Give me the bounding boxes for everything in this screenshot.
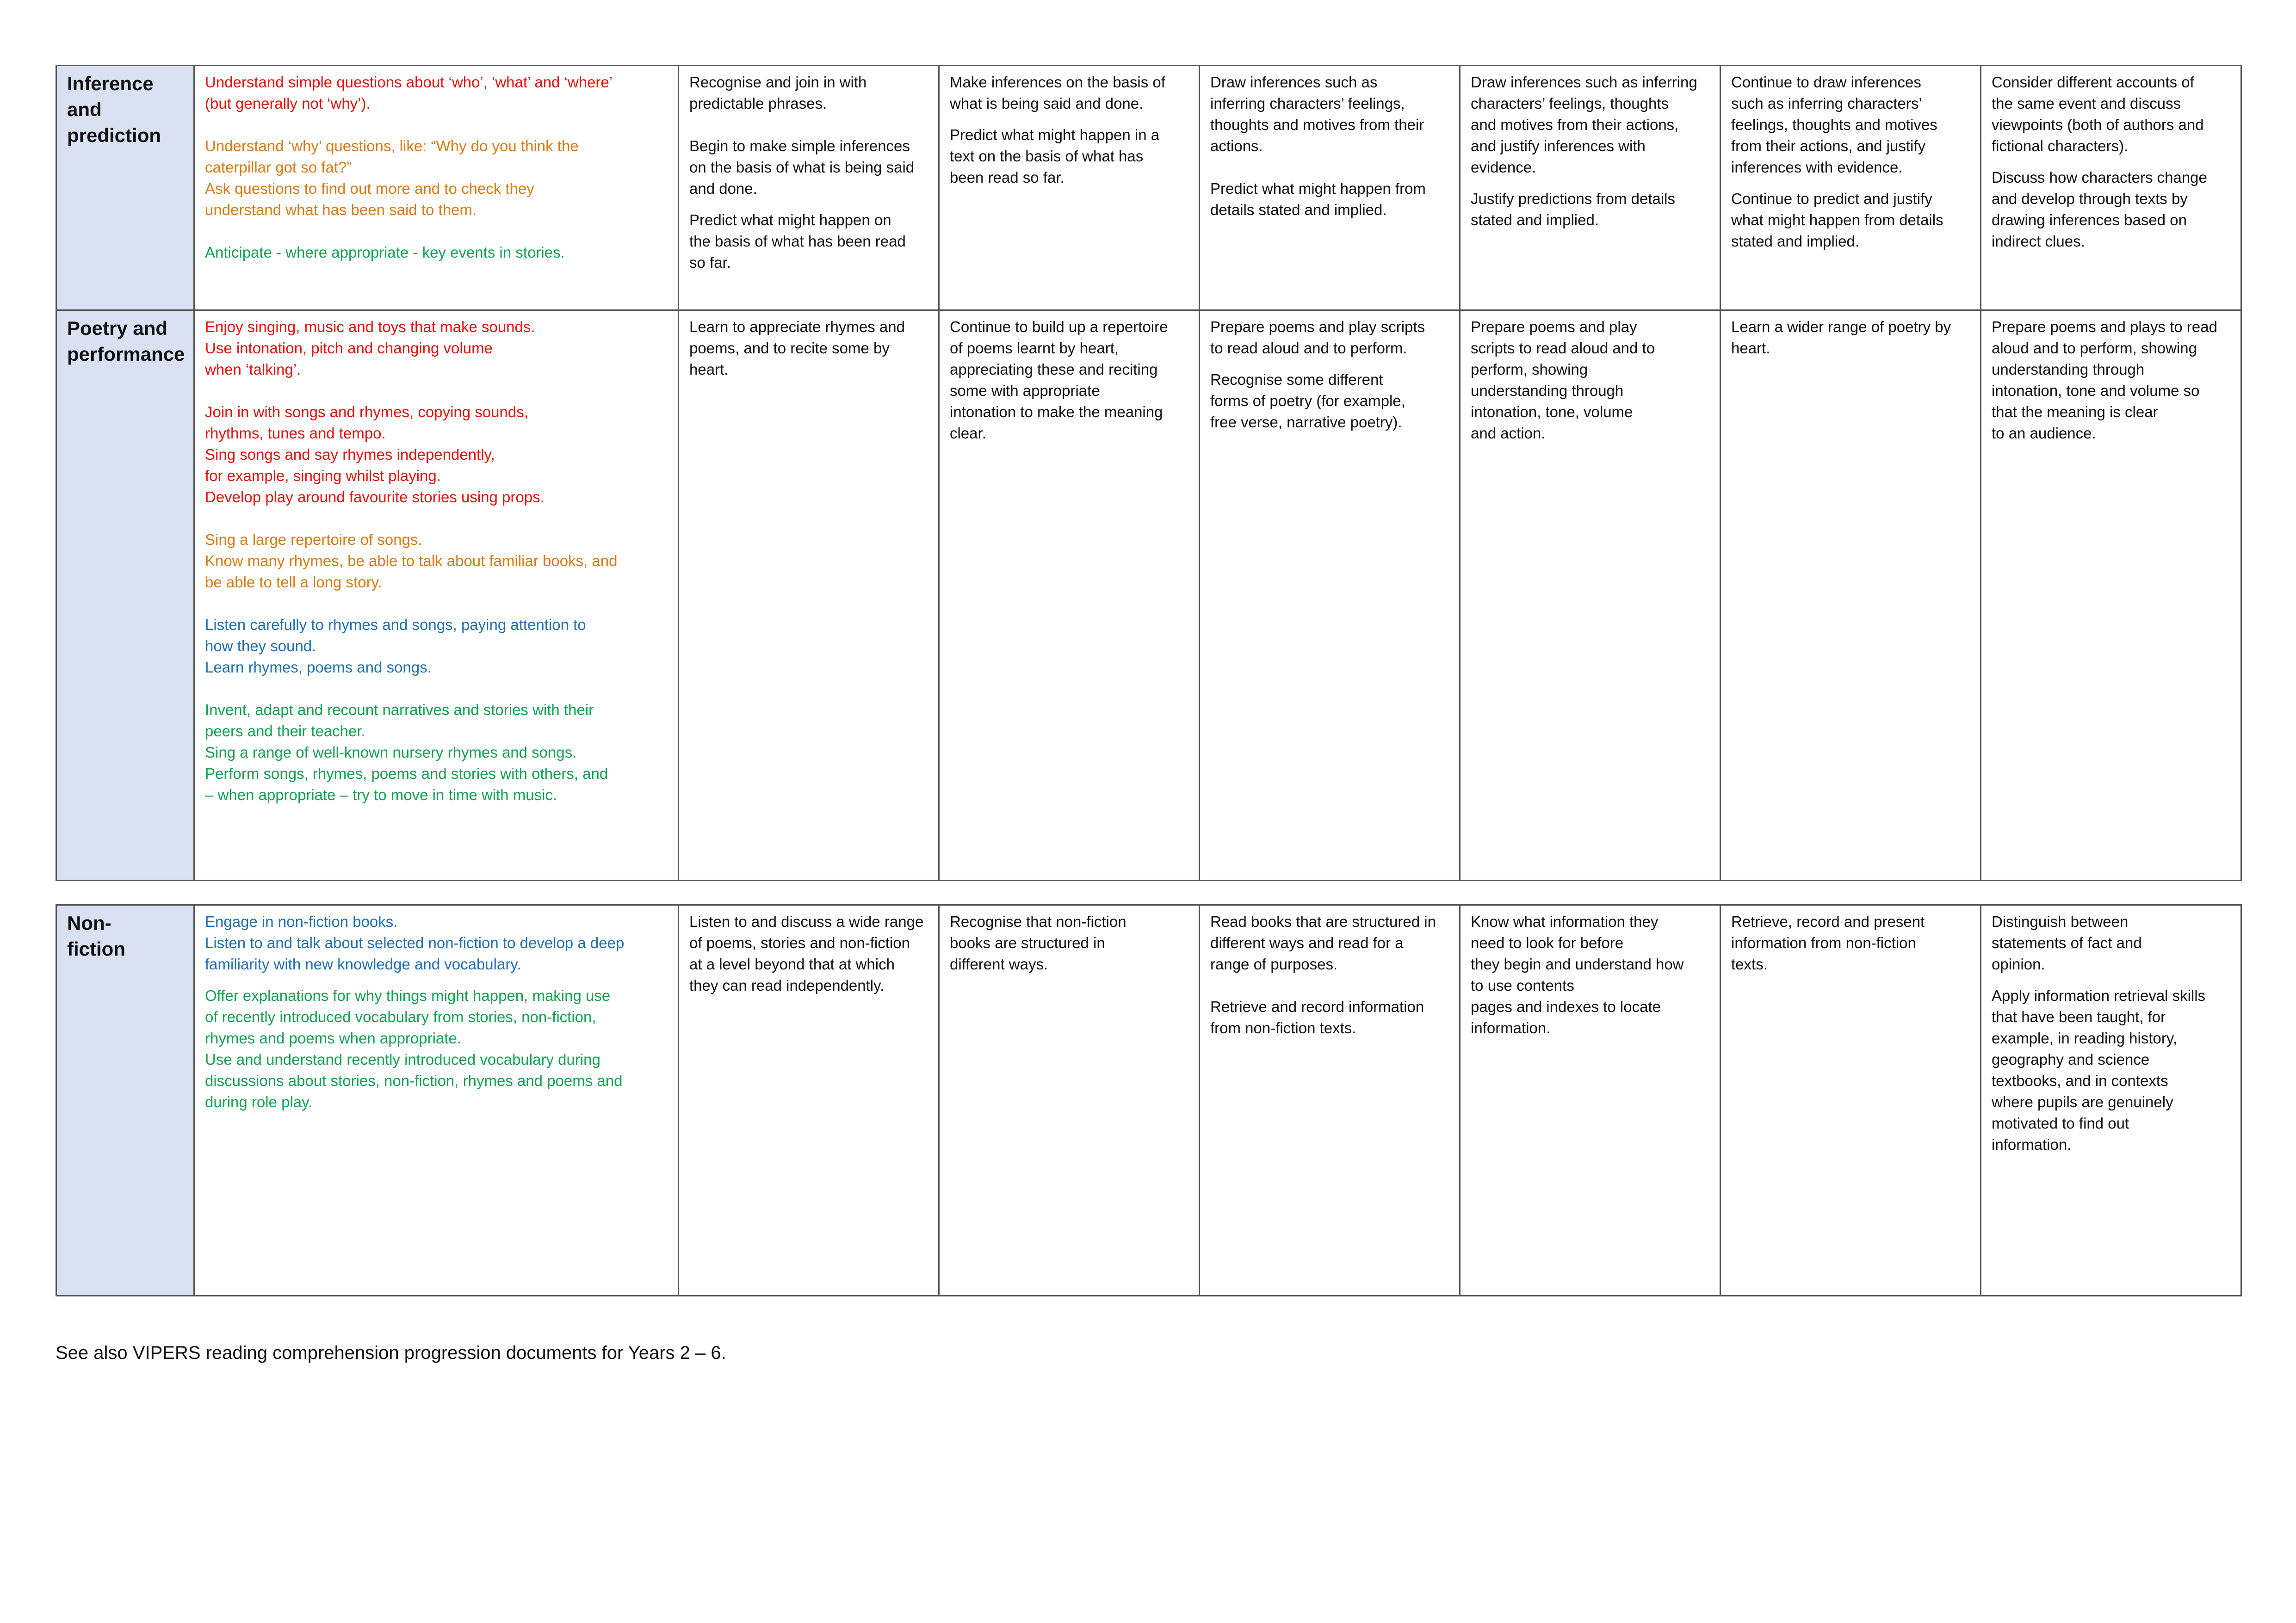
eyfs-cell-poetry	[194, 310, 679, 881]
statement: Predict what might happen in a text on the basis of what has been read so far.	[950, 126, 1160, 186]
row-heading-inference	[56, 66, 194, 310]
year3-cell-poetry	[1200, 310, 1460, 881]
statement: Begin to make simple inferences on the basis of what is being said and done.	[689, 137, 915, 197]
eyfs-statement: Understand simple questions about ‘who’, ‘what’ and ‘where’ (but generally not ‘why’).	[205, 74, 613, 112]
footer-note: See also VIPERS reading comprehension progression documents for Years 2 – 6.	[56, 1343, 726, 1363]
row-heading-nonfiction	[56, 905, 194, 1296]
year2-cell-nonfiction	[939, 905, 1200, 1296]
year2-cell-inference	[939, 66, 1200, 310]
eyfs-statement: Enjoy singing, music and toys that make sounds. Use intonation, pitch and changing volume when ‘talking’.	[205, 318, 535, 378]
statement: Continue to build up a repertoire of poems learnt by heart, appreciating these and reciting some with appropriate intonation to make the meaning clear.	[950, 318, 1168, 442]
year4-cell-poetry	[1460, 310, 1720, 881]
progression-table-top	[56, 65, 2242, 881]
year5-cell-nonfiction	[1720, 905, 1981, 1296]
statement: Recognise some different forms of poetry (for example, free verse, narrative poetry).	[1210, 371, 1405, 431]
eyfs-statement: Join in with songs and rhymes, copying sounds, rhythms, tunes and tempo. Sing songs and say rhymes independently, for example, singing whilst playing. Develop play around favourite stories using props.	[205, 403, 545, 506]
year5-cell-inference	[1720, 66, 1981, 310]
statement: Prepare poems and play scripts to read aloud and to perform.	[1210, 318, 1425, 357]
row-heading-text: Inference and prediction	[67, 73, 161, 146]
statement: Make inferences on the basis of what is being said and done.	[950, 74, 1165, 112]
year3-cell-inference	[1200, 66, 1460, 310]
statement: Retrieve, record and present information from non-fiction texts.	[1731, 913, 1925, 973]
statement: Recognise that non-fiction books are structured in different ways.	[950, 913, 1126, 973]
statement: Recognise and join in with predictable phrases.	[689, 74, 867, 112]
eyfs-cell-inference	[194, 66, 679, 310]
table-row-inference	[56, 66, 2241, 310]
statement: Predict what might happen from details stated and implied.	[1210, 180, 1426, 218]
statement: Continue to predict and justify what might happen from details stated and implied.	[1731, 190, 1943, 250]
statement: Know what information they need to look for before they begin and understand how to use contents pages and indexes to locate information.	[1471, 913, 1684, 1037]
row-heading-poetry	[56, 310, 194, 881]
eyfs-statement: Listen carefully to rhymes and songs, paying attention to how they sound. Learn rhymes, poems and songs.	[205, 616, 586, 676]
statement: Consider different accounts of the same event and discuss viewpoints (both of authors and fictional characters).	[1992, 74, 2204, 154]
year6-cell-nonfiction	[1981, 905, 2241, 1296]
eyfs-cell-nonfiction	[194, 905, 679, 1296]
row-heading-text: Poetry and performance	[67, 317, 185, 365]
statement: Draw inferences such as inferring characters’ feelings, thoughts and motives from their actions, and justify inferences with evidence.	[1471, 74, 1697, 176]
year6-cell-poetry	[1981, 310, 2241, 881]
statement: Continue to draw inferences such as inferring characters’ feelings, thoughts and motives from their actions, and justify inferences with evidence.	[1731, 74, 1937, 176]
statement: Draw inferences such as inferring characters’ feelings, thoughts and motives from their actions.	[1210, 74, 1424, 154]
year5-cell-poetry	[1720, 310, 1981, 881]
year6-cell-inference	[1981, 66, 2241, 310]
statement: Discuss how characters change and develop through texts by drawing inferences based on indirect clues.	[1992, 169, 2207, 250]
year1-cell-inference	[679, 66, 939, 310]
statement: Prepare poems and plays to read aloud and to perform, showing understanding through intonation, tone and volume so that the meaning is clear to an audience.	[1992, 318, 2217, 442]
statement: Distinguish between statements of fact and opinion.	[1992, 913, 2142, 973]
statement: Read books that are structured in different ways and read for a range of purposes.	[1210, 913, 1436, 973]
statement: Justify predictions from details stated and implied.	[1471, 190, 1676, 228]
statement: Predict what might happen on the basis of what has been read so far.	[689, 211, 906, 271]
year4-cell-nonfiction	[1460, 905, 1720, 1296]
eyfs-statement: Sing a large repertoire of songs. Know many rhymes, be able to talk about familiar books, and be able to tell a long story.	[205, 531, 618, 591]
statement: Retrieve and record information from non-fiction texts.	[1210, 998, 1424, 1037]
eyfs-statement: Invent, adapt and recount narratives and stories with their peers and their teacher. Sing a range of well-known nursery rhymes and songs. Perform songs, rhymes, poems and stories with others, and – when appropriate – try to move in time with music.	[205, 701, 608, 803]
eyfs-statement: Understand ‘why’ questions, like: “Why do you think the caterpillar got so fat?” Ask questions to find out more and to check they understand what has been said to them.	[205, 137, 579, 218]
eyfs-statement: Engage in non-fiction books. Listen to and talk about selected non-fiction to develop a deep familiarity with new knowledge and vocabulary.	[205, 913, 625, 973]
year1-cell-nonfiction	[679, 905, 939, 1296]
statement: Prepare poems and play scripts to read aloud and to perform, showing understanding through intonation, tone, volume and action.	[1471, 318, 1655, 442]
table-row-poetry	[56, 310, 2241, 881]
statement: Listen to and discuss a wide range of poems, stories and non-fiction at a level beyond that at which they can read independently.	[689, 913, 924, 994]
statement: Apply information retrieval skills that have been taught, for example, in reading history, geography and science textbooks, and in contexts where pupils are genuinely motivated to find out information.	[1992, 987, 2206, 1153]
year2-cell-poetry	[939, 310, 1200, 881]
year3-cell-nonfiction	[1200, 905, 1460, 1296]
year4-cell-inference	[1460, 66, 1720, 310]
eyfs-statement: Offer explanations for why things might happen, making use of recently introduced vocabulary from stories, non-fiction, rhymes and poems when appropriate. Use and understand recently introduced vocabulary during discussions about stories, non-fiction, rhymes and poems and during role play.	[205, 987, 623, 1111]
table-row-nonfiction	[56, 905, 2241, 1296]
eyfs-statement: Anticipate - where appropriate - key events in stories.	[205, 244, 565, 261]
statement: Learn to appreciate rhymes and poems, and to recite some by heart.	[689, 318, 905, 378]
row-heading-text: Non- fiction	[67, 912, 125, 960]
year1-cell-poetry	[679, 310, 939, 881]
statement: Learn a wider range of poetry by heart.	[1731, 318, 1951, 357]
progression-table-bottom	[56, 904, 2242, 1296]
